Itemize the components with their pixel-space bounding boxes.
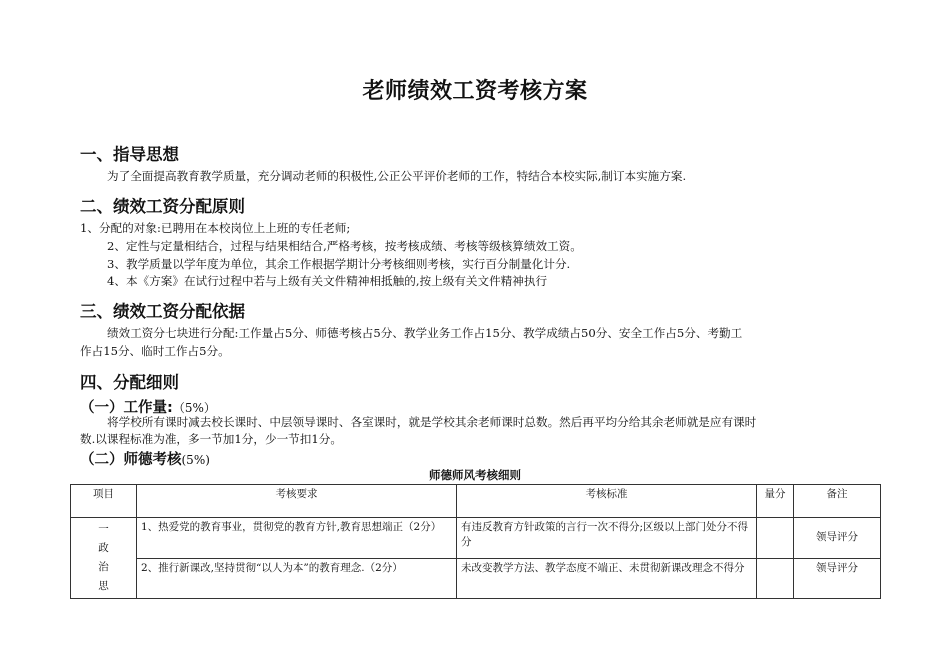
header-item: 项目 [71,485,137,518]
section-1-paragraph: 为了全面提高教育教学质量，充分调动老师的积极性,公正公平评价老师的工作，特结合本校实际,制订本实施方案. [107,169,687,183]
score-cell [757,518,794,559]
item-label-char: 政 [98,542,109,554]
standard-cell: 未改变教学方法、教学态度不端正、未贯彻新课改理念不得分 [457,558,757,599]
section-2-heading: 二、绩效工资分配原则 [80,197,245,216]
section-4-heading: 四、分配细则 [80,373,179,392]
workload-paragraph-line-1: 将学校所有课时减去校长课时、中层领导课时、各室课时，就是学校其余老师课时总数。然后再平均分给其余老师就是应有课时 [107,415,757,429]
header-standard: 考核标准 [457,485,757,518]
principle-item-1: 1、分配的对象:已聘用在本校岗位上上班的专任老师; [80,221,351,235]
section-3-paragraph-line-2: 作占15分、临时工作占5分。 [80,344,230,358]
standard-cell: 有违反教育方针政策的言行一次不得分;区级以上部门处分不得分 [457,518,757,559]
remark-cell: 领导评分 [794,518,881,559]
table-row [71,518,881,559]
document-title: 老师绩效工资考核方案 [362,79,588,104]
subsection-workload-weight: （5%） [172,401,216,415]
item-label-char: 思 [98,580,109,592]
subsection-ethics-weight: (5%) [181,453,210,467]
remark-cell: 领导评分 [794,558,881,599]
section-3-paragraph-line-1: 绩效工资分七块进行分配:工作量占5分、师德考核占5分、教学业务工作占15分、教学成绩占50分、安全工作占5分、考勤工 [107,326,743,340]
section-3-heading: 三、绩效工资分配依据 [80,302,245,321]
requirement-cell: 1、热爱党的教育事业，贯彻党的教育方针,教育思想端正（2分） [137,518,457,559]
table-header-row [71,485,881,518]
header-remark: 备注 [794,485,881,518]
item-label-cell [71,518,137,599]
item-label-char: 治 [98,561,109,573]
workload-paragraph-line-2: 数.以课程标准为准，多一节加1分，少一节扣1分。 [80,432,342,446]
subsection-workload-title: （一）工作量: [80,400,173,416]
subsection-ethics-heading [80,448,210,469]
score-cell [757,558,794,599]
table-caption: 师德师风考核细则 [429,468,521,482]
ethics-rules-table [70,484,881,599]
header-score: 量分 [757,485,794,518]
header-requirement: 考核要求 [137,485,457,518]
item-label-char: 一 [98,523,109,535]
principle-item-3: 3、教学质量以学年度为单位，其余工作根据学期计分考核细则考核，实行百分制量化计分. [107,257,571,271]
section-1-heading: 一、指导思想 [80,145,179,164]
principle-item-2: 2、定性与定量相结合，过程与结果相结合,严格考核，按考核成绩、考核等级核算绩效工资。 [107,239,582,253]
requirement-cell: 2、推行新课改,坚持贯彻“以人为本”的教育理念.（2分） [137,558,457,599]
principle-item-4: 4、本《方案》在试行过程中若与上级有关文件精神相抵触的,按上级有关文件精神执行 [107,274,548,288]
subsection-ethics-title: （二）师德考核 [80,452,182,468]
table-row [71,558,881,599]
